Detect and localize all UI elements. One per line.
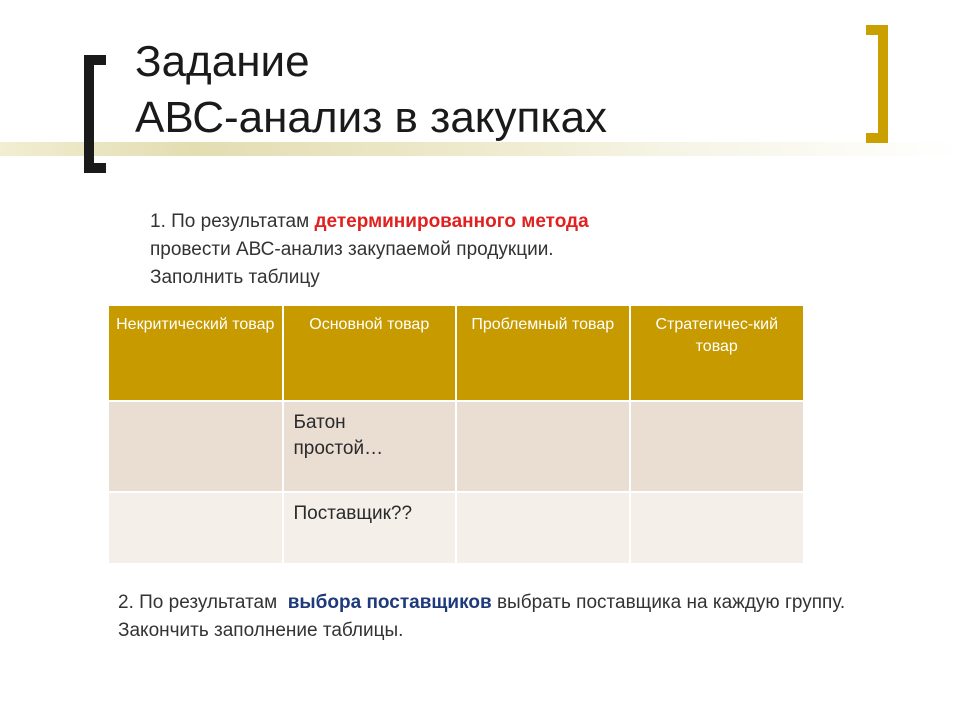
table-cell (630, 401, 804, 492)
slide-title (135, 34, 607, 146)
task1-line1 (150, 208, 790, 236)
table-row (109, 401, 803, 492)
table-header-row (109, 306, 803, 401)
task1-highlight: детерминированного метода (314, 211, 589, 232)
table-cell (109, 401, 283, 492)
task2-highlight: выбора поставщиков (287, 592, 492, 613)
task1-line2: провести АВС-анализ закупаемой продукции. (150, 239, 554, 260)
table-cell: Батон простой… (283, 401, 457, 492)
task2-text (118, 589, 858, 645)
table-row (109, 492, 803, 563)
task1-line3: Заполнить таблицу (150, 267, 320, 288)
table-cell (630, 492, 804, 563)
right-bracket-decor (866, 25, 888, 143)
slide-title-line1: Задание (135, 37, 310, 86)
header-strategic: Стратегичес-кий товар (630, 306, 804, 401)
left-bracket-decor (84, 55, 106, 173)
header-problem: Проблемный товар (456, 306, 630, 401)
header-basic: Основной товар (283, 306, 457, 401)
task2-suffix: выбрать поставщика на каждую группу. Закончить заполнение таблицы. (118, 592, 846, 641)
table-cell (109, 492, 283, 563)
task1-text (150, 208, 790, 292)
slide-title-line2: АВС-анализ в закупках (135, 93, 608, 142)
header-noncritical: Некритический товар (109, 306, 283, 401)
table-cell: Поставщик?? (283, 492, 457, 563)
abc-table (109, 306, 803, 563)
task1-prefix: 1. По результатам (150, 211, 315, 232)
task2-prefix: 2. По результатам (118, 592, 288, 613)
table-cell (456, 492, 630, 563)
table-cell (456, 401, 630, 492)
